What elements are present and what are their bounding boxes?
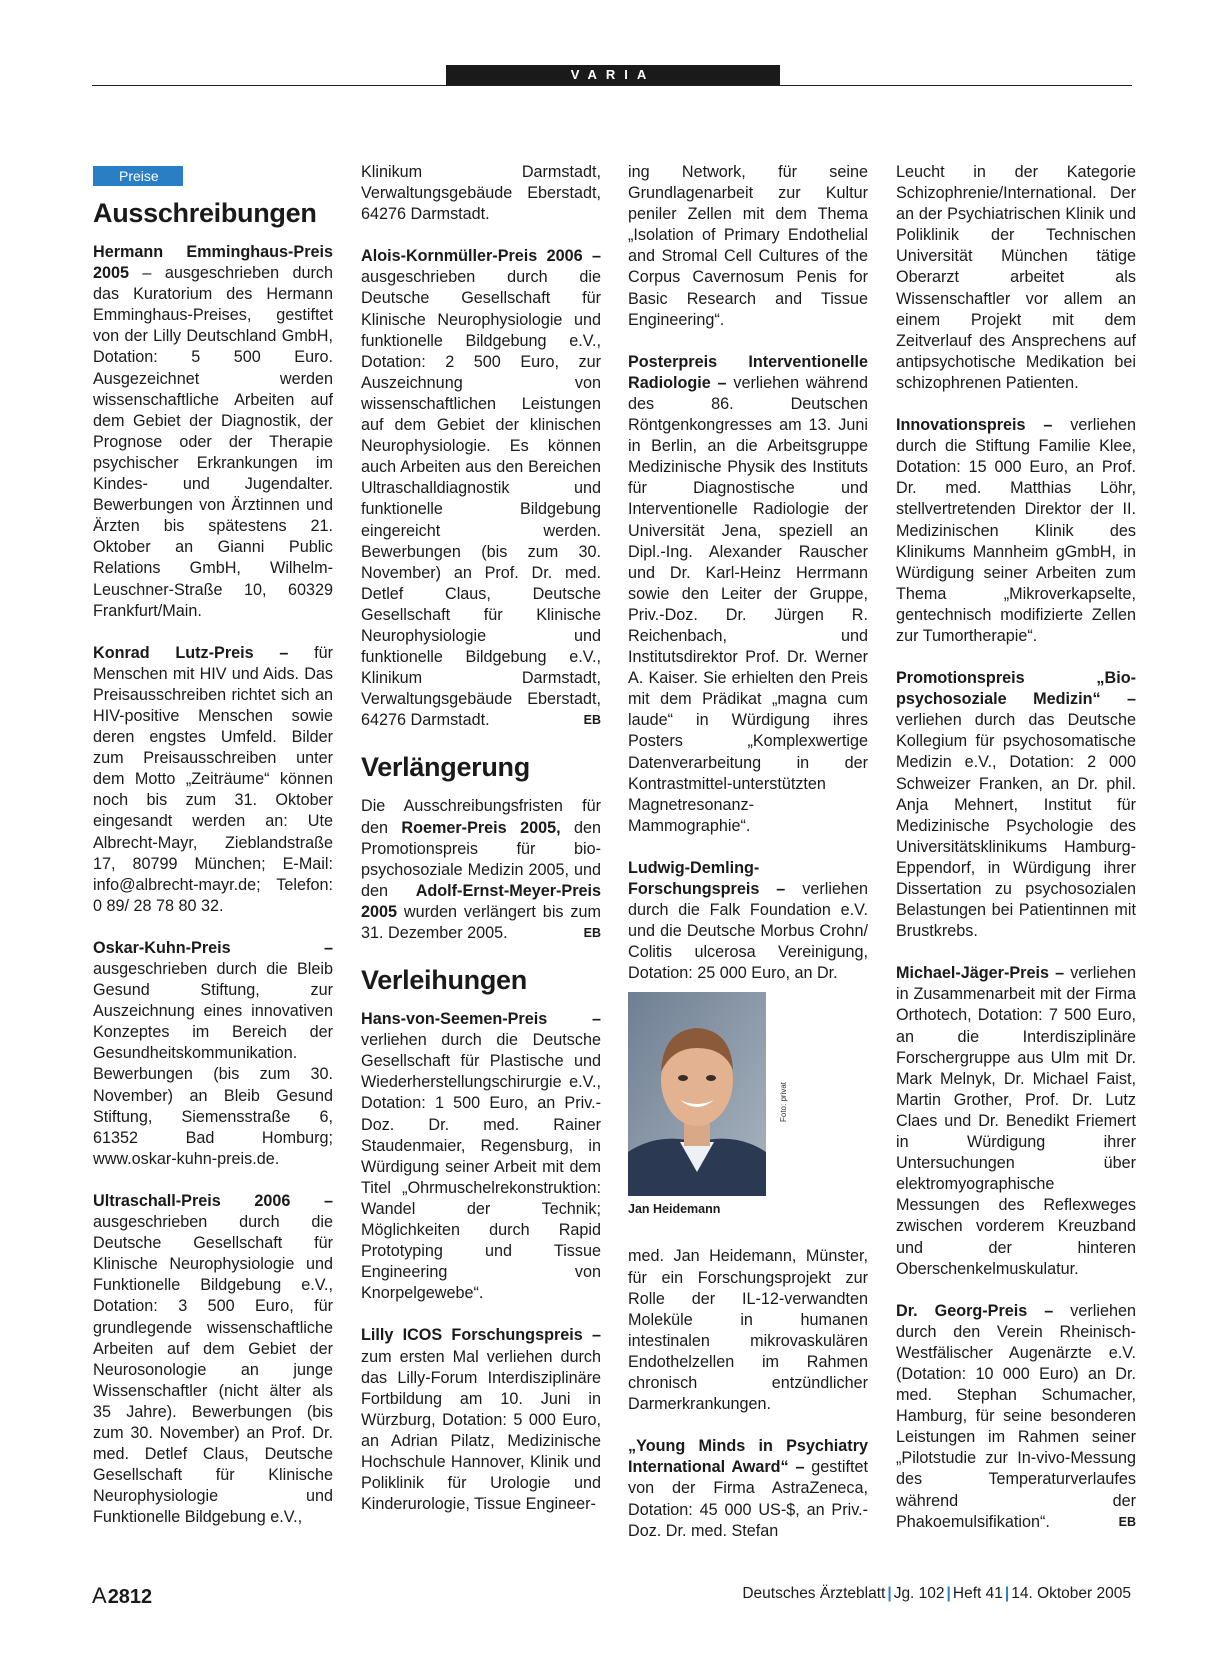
heading-ausschreibungen: Ausschreibungen — [93, 198, 317, 228]
column-3 — [628, 162, 868, 1563]
author-sign: EB — [583, 926, 601, 940]
article-demling: Ludwig-Demling-Forschungspreis – verliehen durch die Falk Foundation e.V. und die Deutsche Morbus Crohn/ Colitis ulcerosa Vereinigung, Dotation: 25 000 Euro, an Dr. — [628, 858, 868, 983]
article-kornmueller: Alois-Kornmüller-Preis 2006 – ausgeschrieben durch die Deutsche Gesellschaft für Klinische Neurophysiologie und funktionelle Bildgebung e.V., Dotation: 2 500 Euro, zur Auszeichnung von wissenschaftlichen Leistungen auf dem Gebiet der klinischen Neurophysiologie. Es können auch Arbeiten aus den Bereichen Ultraschalldiagnostik und funktionelle Bildgebung eingereicht werden. Bewerbungen (bis zum 30. November) an Prof. Dr. med. Detlef Claus, Deutsche Gesellschaft für Klinische Neurophysiologie und funktionelle Bildgebung e.V., Klinikum Darmstadt, Verwaltungsgebäude Eberstadt, 64276 Darmstadt. EB — [361, 246, 601, 731]
article-jaeger: Michael-Jäger-Preis – verliehen in Zusammenarbeit mit der Firma Orthotech, Dotation: 7 500 Euro, an die Interdisziplinäre Forschergruppe aus Ulm mit Dr. Mark Melnyk, Dr. Michael Faist, Martin Grother, Prof. Dr. Lutz Claes und Dr. Benedikt Friemert in Würdigung ihrer Untersuchungen über elektromyographische Messungen des Reflexweges zwischen vorderem Kreuzband und der hinteren Oberschenkelmuskulatur. — [896, 964, 1136, 1278]
article-innovationspreis: Innovationspreis – verliehen durch die Stiftung Familie Klee, Dotation: 15 000 Euro, an Prof. Dr. med. Matthias Löhr, stellvertretenden Direktor der II. Medizinischen Klinik des Klinikums Mannheim gGmbH, in Würdigung seiner Arbeiten zum Thema „Mikroverkapselte, gentechnisch modifizierte Zellen zur Tumortherapie“. — [896, 416, 1136, 645]
article-continuation: Leucht in der Kategorie Schizophrenie/International. Der an der Psychiatrischen Klinik und Poliklinik der Technischen Universität München tätige Oberarzt arbeitet als Wissenschaftler vor allem an einem Projekt mit dem Zeitverlauf des Ansprechens auf antipsychotische Medikation bei schizophrenen Patienten. — [896, 163, 1136, 392]
section-label: VARIA — [446, 65, 780, 85]
category-tag: Preise — [93, 166, 183, 186]
portrait-illustration — [628, 992, 766, 1196]
column-1 — [93, 166, 333, 1549]
heading-verlaengerung: Verlängerung — [361, 752, 530, 783]
article-continuation: ing Network, für seine Grundlagenarbeit zur Kultur peniler Zellen mit dem Thema „Isolation of Primary Endothelial and Stromal Cell Cultures of the Corpus Cavernosum Penis for Basic Research and Tissue Engineering“. — [628, 163, 868, 329]
page-number: A2812 — [92, 1583, 153, 1608]
top-rule — [92, 85, 1132, 86]
column-4 — [896, 162, 1136, 1554]
article-ultraschall: Ultraschall-Preis 2006 – ausgeschrieben durch die Deutsche Gesellschaft für Klinische Neurophysiologie und Funktionelle Bildgebung e.V., Dotation: 3 500 Euro, für grundlegende wissenschaftliche Arbeiten auf dem Gebiet der Neurosonologie an junge Wissenschaftler (nicht älter als 35 Jahre). Bewerbungen (bis zum 30. November) an Prof. Dr. med. Detlef Claus, Deutsche Gesellschaft für Klinische Neurophysiologie und Funktionelle Bildgebung e.V., — [93, 1191, 333, 1527]
photo-credit: Foto: privat — [779, 1082, 788, 1123]
portrait-photo — [628, 992, 766, 1196]
author-sign: EB — [1118, 1514, 1136, 1529]
article-georg: Dr. Georg-Preis – verliehen durch den Verein Rheinisch-Westfälischer Augenärzte e.V. (Dotation: 10 000 Euro) an Dr. med. Stephan Schumacher, Hamburg, für seine besonderen Leistungen im Rahmen seiner „Pilotstudie zur In-vivo-Messung des Temperaturverlaufes während der Phakoemulsifikation“. EB — [896, 1301, 1136, 1533]
article-lutz: Konrad Lutz-Preis – für Menschen mit HIV und Aids. Das Preisausschreiben richtet sich an HIV-positive Menschen sowie deren engstes Umfeld. Bilder zum Preisausschreiben unter dem Motto „Zeiträume“ können noch bis zum 31. Oktober eingesandt werden an: Ute Albrecht-Mayr, Zieblandstraße 17, 80799 München; E-Mail: info@albrecht-mayr.de; Telefon: 0 89/ 28 78 80 32. — [93, 643, 333, 915]
article-continuation: Klinikum Darmstadt, Verwaltungsgebäude Eberstadt, 64276 Darmstadt. — [361, 163, 601, 224]
author-sign: EB — [583, 713, 601, 728]
article-seemen: Hans-von-Seemen-Preis – verliehen durch die Deutsche Gesellschaft für Plastische und Wiederherstellungschirurgie e.V., Dotation: 1 500 Euro, an Priv.-Doz. Dr. med. Rainer Staudenmaier, Regensburg, in Würdigung seiner Arbeit mit dem Titel „Ohrmuschelrekonstruktion: Wandel der Technik; Möglichkeiten durch Rapid Prototyping und Tissue Engineering von Knorpelgewebe“. — [361, 1010, 601, 1303]
article-emminghaus: Hermann Emminghaus-Preis 2005 – ausgeschrieben durch das Kuratorium des Hermann Emminghaus-Preises, gestiftet von der Lilly Deutschland GmbH, Dotation: 5 500 Euro. Ausgezeichnet werden wissenschaftliche Arbeiten auf dem Gebiet der Diagnostik, der Prognose oder der Therapie psychischer Erkrankungen im Kindes- und Jugendalter. Bewerbungen von Ärztinnen und Ärzten bis spätestens 21. Oktober an Gianni Public Relations GmbH, Wilhelm-Leuschner-Straße 10, 60329 Frankfurt/Main. — [93, 243, 333, 620]
column-2 — [361, 162, 601, 1536]
article-kuhn: Oskar-Kuhn-Preis – ausgeschrieben durch die Bleib Gesund Stiftung, zur Auszeichnung eines innovativen Konzeptes im Bereich der Gesundheitskommunikation. Bewerbungen (bis zum 30. November) an Bleib Gesund Stiftung, Siemensstraße 6, 61352 Bad Homburg; www.oskar-kuhn-preis.de. — [93, 938, 333, 1168]
article-young-minds: „Young Minds in Psychiatry International Award“ – gestiftet von der Firma AstraZeneca, Dotation: 45 000 US-$, an Priv.-Doz. Dr. med. Stefan — [628, 1437, 868, 1540]
article-lilly-icos: Lilly ICOS Forschungspreis – zum ersten Mal verliehen durch das Lilly-Forum Interdisziplinäre Fortbildung am 10. Juni in Würzburg, Dotation: 5 000 Euro, an Adrian Pilatz, Medizinische Hochschule Hannover, Klinik und Poliklinik für Urologie und Kinderurologie, Tissue Engineer- — [361, 1326, 601, 1514]
article-posterpreis: Posterpreis Interventionelle Radiologie – verliehen während des 86. Deutschen Röntgenkongresses am 13. Juni in Berlin, an die Arbeitsgruppe Medizinische Physik des Instituts für Diagnostische und Interventionelle Radiologie der Universität Jena, speziell an Dipl.-Ing. Alexander Rauscher und Dr. Karl-Heinz Herrmann sowie den Leiter der Gruppe, Priv.-Doz. Dr. Jürgen R. Reichenbach, und Institutsdirektor Prof. Dr. Werner A. Kaiser. Sie erhielten den Preis mit dem Prädikat „magna cum laude“ in Würdigung ihres Posters „Komplexwertige Datenverarbeitung in der Kontrastmittel-unterstützten Magnetresonanz-Mammographie“. — [628, 352, 869, 835]
article-verlaengerung: Die Ausschreibungsfristen für den Roemer-Preis 2005, den Promotionspreis für bio-psychosoziale Medizin 2005, und den Adolf-Ernst-Meyer-Preis 2005 wurden verlängert bis zum 31. Dezember 2005. EB — [361, 796, 601, 944]
journal-info: Deutsches Ärzteblatt | Jg. 102 | Heft 41 | 14. Oktober 2005 — [742, 1585, 1131, 1602]
portrait-figure — [628, 992, 868, 1216]
article-heidemann: med. Jan Heidemann, Münster, für ein Forschungsprojekt zur Rolle der IL-12-verwandten Moleküle in humanen intestinalen mikrovaskulären Endothelzellen im Rahmen chronisch entzündlicher Darmerkrankungen. — [628, 1247, 868, 1414]
article-promotionspreis: Promotionspreis „Bio-psychosoziale Medizin“ – verliehen durch das Deutsche Kollegium für psychosomatische Medizin e.V., Dotation: 2 000 Schweizer Franken, an Dr. phil. Anja Mehnert, Institut für Medizinische Psychologie des Universitätsklinikums Hamburg-Eppendorf, in Würdigung ihrer Dissertation zu psychosozialen Belastungen bei Patientinnen mit Brustkrebs. — [896, 669, 1136, 941]
heading-verleihungen: Verleihungen — [361, 965, 527, 996]
photo-caption: Jan Heidemann — [628, 1202, 721, 1217]
